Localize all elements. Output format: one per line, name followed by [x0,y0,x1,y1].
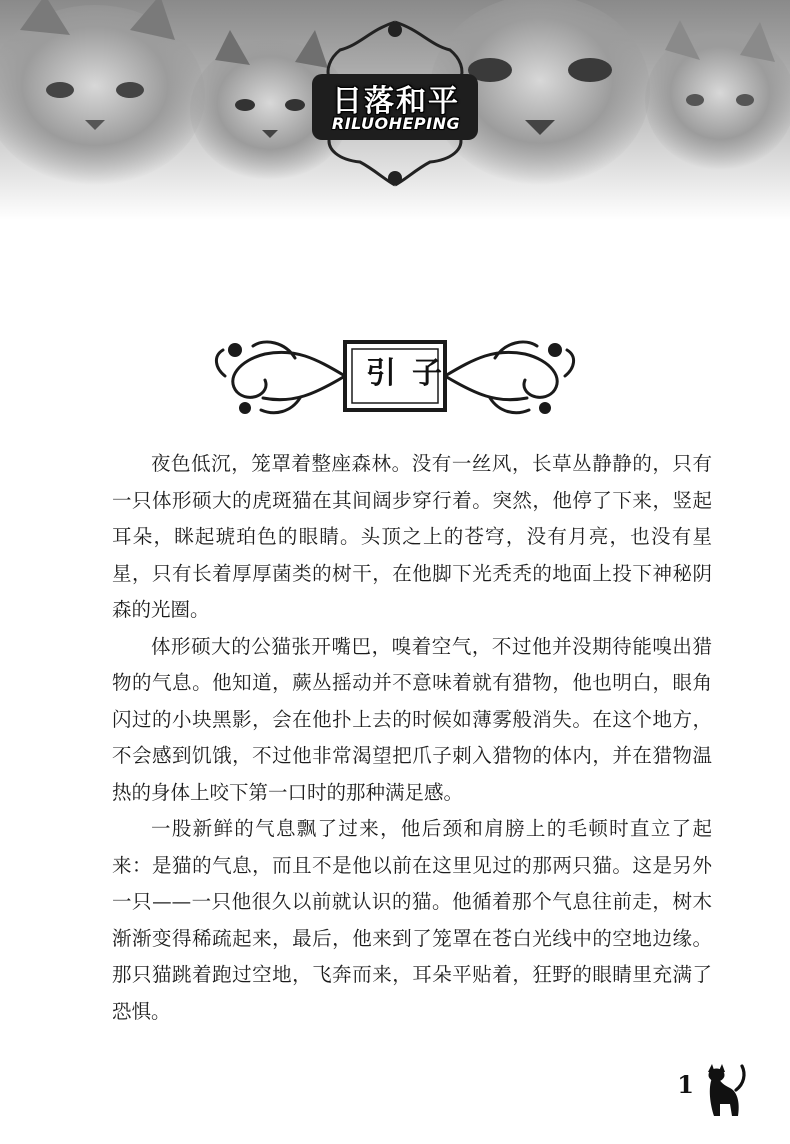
paragraph: 一股新鲜的气息飘了过来，他后颈和肩膀上的毛顿时直立了起来：是猫的气息，而且不是他以前在这里见过的那两只猫。这是另外一只——一只他很久以前就认识的猫。他循着那个气息往前走，树木渐渐变得稀疏起来，最后，他来到了笼罩在苍白光线中的空地边缘。那只猫跳着跑过空地，飞奔而来，耳朵平贴着，狂野的眼睛里充满了恐惧。 [112,817,712,1023]
logo-subtitle: RILUOHEPING [331,114,461,133]
chapter-title: 引子 [366,356,458,391]
black-cat-icon [704,1060,750,1120]
body-text [112,446,712,1030]
page-number: 1 [677,1070,694,1099]
header-banner [0,0,790,220]
paragraph: 体形硕大的公猫张开嘴巴，嗅着空气，不过他并没期待能嗅出猎物的气息。他知道，蕨丛摇动并不意味着就有猎物，他也明白，眼角闪过的小块黑影，会在他扑上去的时候如薄雾般消失。在这个地方，不会感到饥饿，不过他非常渴望把爪子刺入猎物的体内，并在猎物温热的身体上咬下第一口时的那种满足感。 [112,634,712,804]
paragraph: 夜色低沉，笼罩着整座森林。没有一丝风，长草丛静静的，只有一只体形硕大的虎斑猫在其间阔步穿行着。突然，他停了下来，竖起耳朵，眯起琥珀色的眼睛。头顶之上的苍穹，没有月亮，也没有星星，只有长着厚厚菌类的树干，在他脚下光秃秃的地面上投下神秘阴森的光圈。 [112,452,712,621]
page-footer [654,1060,754,1120]
logo-title: 日落和平 [332,84,460,119]
